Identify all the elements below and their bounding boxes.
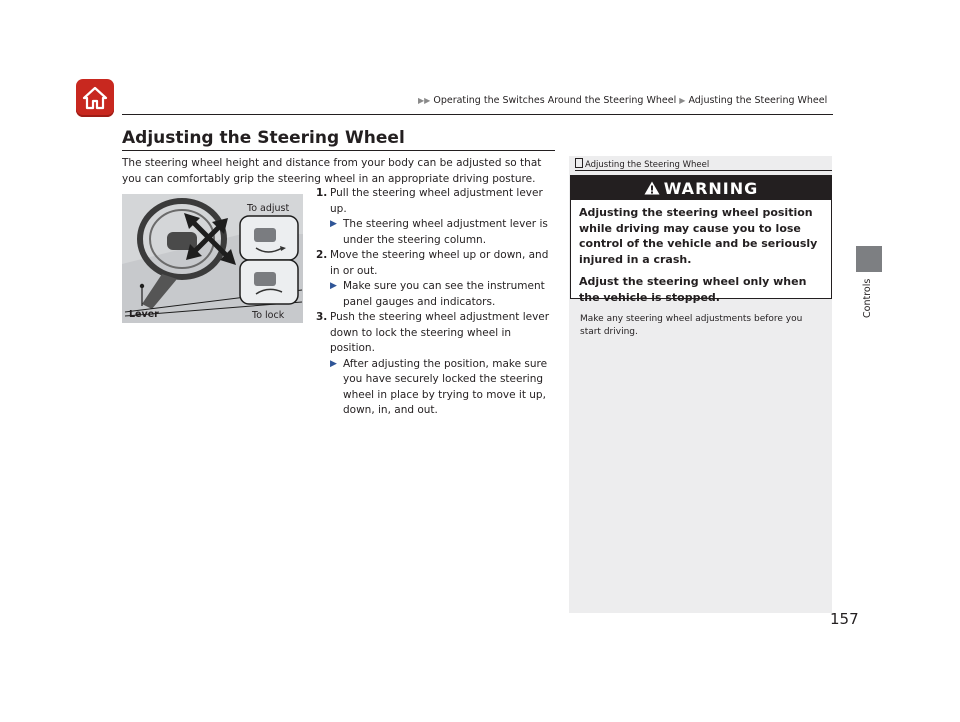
home-button[interactable] (76, 79, 114, 117)
page-title: Adjusting the Steering Wheel (122, 128, 405, 148)
sidebar-divider (575, 170, 832, 171)
intro-paragraph: The steering wheel height and distance from your body can be adjusted so that you can comfortably grip the steering wheel in an appropriate driving posture. (122, 157, 542, 185)
label-lever: Lever (129, 309, 159, 320)
warning-paragraph: Adjusting the steering wheel position while driving may cause you to lose control of the vehicle and be seriously injured in a crash. (579, 206, 818, 266)
breadcrumb (418, 95, 827, 106)
section-tab[interactable] (856, 246, 882, 272)
label-to-lock: To lock (252, 310, 285, 321)
breadcrumb-arrow-icon: ▶ (679, 96, 686, 105)
step-text: Push the steering wheel adjustment lever down to lock the steering wheel in position. (330, 311, 550, 354)
step-item (316, 248, 556, 279)
reference-icon (575, 158, 583, 168)
breadcrumb-arrow-icon: ▶▶ (418, 96, 431, 105)
sidebar-heading-text: Adjusting the Steering Wheel (585, 160, 710, 170)
title-divider (122, 150, 555, 151)
step-number: 1. (316, 187, 328, 199)
breadcrumb-link-section[interactable]: Operating the Switches Around the Steering Wheel (433, 95, 677, 106)
page-number: 157 (830, 610, 859, 628)
steps-list (316, 186, 556, 419)
step-number: 3. (316, 311, 328, 323)
step-subnote (316, 357, 556, 419)
warning-paragraph: Adjust the steering wheel only when the vehicle is stopped. (579, 275, 807, 304)
header-divider (122, 114, 833, 115)
warning-box (570, 175, 832, 304)
sidebar-heading (575, 158, 709, 170)
warning-triangle-icon (644, 181, 660, 195)
step-number: 2. (316, 249, 328, 261)
step-item (316, 186, 556, 217)
warning-text (571, 200, 831, 305)
step-text: Pull the steering wheel adjustment lever up. (330, 187, 543, 215)
sidebar-note: Make any steering wheel adjustments before you start driving. (580, 314, 803, 337)
section-tab-label: Controls (862, 278, 873, 318)
step-subnote-text: The steering wheel adjustment lever is under the steering column. (343, 218, 548, 246)
step-subnote-text: Make sure you can see the instrument panel gauges and indicators. (343, 280, 545, 308)
warning-header (571, 176, 831, 200)
step-subnote (316, 279, 556, 310)
home-icon (82, 86, 108, 110)
label-to-adjust: To adjust (247, 203, 290, 214)
arrow-right-icon: ▶ (330, 219, 337, 229)
step-text: Move the steering wheel up or down, and in or out. (330, 249, 549, 277)
arrow-right-icon: ▶ (330, 358, 337, 369)
step-item (316, 310, 556, 357)
breadcrumb-link-current[interactable]: Adjusting the Steering Wheel (688, 95, 828, 106)
step-subnote-text: After adjusting the position, make sure you have securely locked the steering wheel in place by trying to move it up, down, in, and out. (343, 357, 548, 416)
step-subnote (316, 217, 556, 248)
warning-label: WARNING (663, 178, 759, 198)
arrow-right-icon: ▶ (330, 281, 337, 291)
